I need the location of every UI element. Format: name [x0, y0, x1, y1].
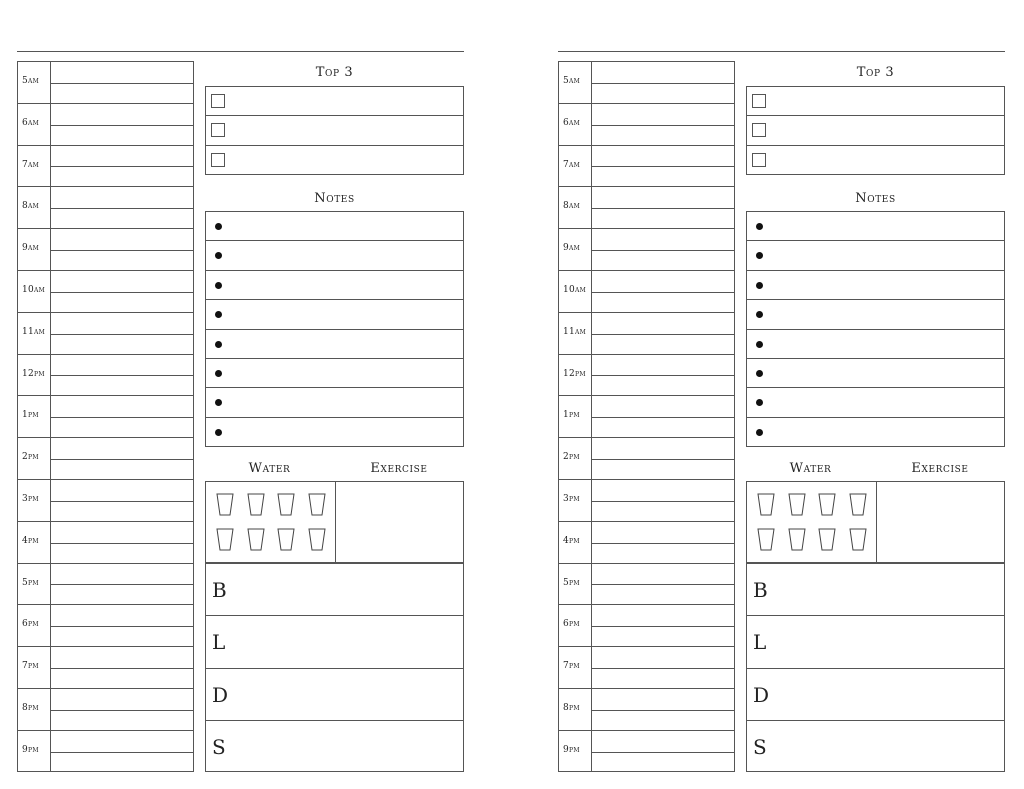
bullet-icon: [215, 429, 222, 436]
hour-label: 7pm: [22, 661, 39, 672]
hour-slot[interactable]: [18, 271, 193, 313]
hour-label: 3pm: [563, 494, 580, 504]
meal-row[interactable]: [206, 668, 463, 720]
top3-list: [746, 86, 1005, 175]
exercise-field[interactable]: [877, 482, 1004, 562]
water-cup-icon[interactable]: [308, 528, 326, 551]
note-item[interactable]: [206, 271, 463, 300]
water-exercise-box: [205, 481, 464, 563]
note-item[interactable]: [747, 330, 1004, 359]
meal-label: S: [753, 734, 767, 759]
water-cup-icon[interactable]: [216, 493, 234, 516]
top3-heading: Top 3: [315, 65, 354, 80]
hour-slot[interactable]: [559, 480, 734, 522]
note-item[interactable]: [206, 359, 463, 388]
hour-label: 8am: [22, 201, 40, 212]
meal-row[interactable]: [206, 615, 463, 667]
bullet-icon: [215, 370, 222, 377]
bullet-icon: [215, 252, 222, 259]
bullet-icon: [215, 311, 222, 318]
meals-box: [205, 563, 464, 772]
checkbox-icon[interactable]: [752, 94, 766, 108]
hour-label: 5pm: [22, 577, 39, 588]
hour-label: 7pm: [563, 661, 580, 672]
water-cup-icon[interactable]: [308, 493, 326, 516]
top3-list: [205, 86, 464, 175]
exercise-heading: Exercise: [911, 461, 969, 476]
hour-slot[interactable]: [559, 355, 734, 397]
checkbox-icon[interactable]: [211, 123, 225, 137]
bullet-icon: [756, 311, 763, 318]
top3-item[interactable]: [206, 116, 463, 145]
notes-list: [205, 211, 464, 447]
hour-slot[interactable]: [18, 689, 193, 731]
top3-item[interactable]: [206, 146, 463, 175]
date-line: [17, 51, 464, 52]
planner-page-2: [558, 0, 1018, 789]
hour-slot[interactable]: [18, 605, 193, 647]
water-cup-icon[interactable]: [788, 493, 806, 516]
hour-label: 9pm: [22, 744, 39, 755]
bullet-icon: [215, 223, 222, 230]
bullet-icon: [756, 282, 763, 289]
hour-slot[interactable]: [559, 104, 734, 146]
note-item[interactable]: [206, 330, 463, 359]
hour-slot[interactable]: [18, 647, 193, 689]
note-item[interactable]: [206, 241, 463, 270]
hour-label: 5am: [22, 76, 40, 86]
hour-slot[interactable]: [18, 564, 193, 606]
meal-label: S: [212, 734, 226, 759]
hour-slot[interactable]: [18, 522, 193, 564]
hour-label: 11am: [22, 326, 46, 337]
notes-heading: Notes: [314, 191, 355, 206]
hour-label: 6am: [563, 117, 581, 128]
hour-slot[interactable]: [18, 187, 193, 229]
hour-label: 12pm: [563, 368, 586, 379]
hour-label: 9am: [563, 243, 581, 254]
note-item[interactable]: [747, 388, 1004, 417]
hour-slot[interactable]: [559, 187, 734, 229]
hour-label: 2pm: [22, 452, 39, 463]
hour-slot[interactable]: [559, 438, 734, 480]
note-item[interactable]: [206, 300, 463, 329]
hour-label: 3pm: [22, 494, 39, 504]
hour-slot[interactable]: [559, 522, 734, 564]
notes-list: [746, 211, 1005, 447]
note-item[interactable]: [747, 212, 1004, 241]
water-cup-icon[interactable]: [247, 493, 265, 516]
hour-slot[interactable]: [18, 146, 193, 188]
hour-label: 7am: [563, 159, 581, 170]
hour-label: 6am: [22, 117, 40, 128]
hour-slot[interactable]: [559, 313, 734, 355]
bullet-icon: [756, 223, 763, 230]
hour-slot[interactable]: [559, 647, 734, 689]
hour-label: 9pm: [563, 744, 580, 755]
water-cup-icon[interactable]: [788, 528, 806, 551]
bullet-icon: [756, 252, 763, 259]
meal-row[interactable]: [747, 563, 1004, 615]
meals-box: [746, 563, 1005, 772]
date-line: [558, 51, 1005, 52]
hour-label: 8am: [563, 201, 581, 212]
note-item[interactable]: [747, 271, 1004, 300]
hour-label: 9am: [22, 243, 40, 254]
checkbox-icon[interactable]: [211, 94, 225, 108]
checkbox-icon[interactable]: [752, 153, 766, 167]
hour-label: 7am: [22, 159, 40, 170]
hour-label: 11am: [563, 326, 587, 337]
water-cup-icon[interactable]: [247, 528, 265, 551]
hour-slot[interactable]: [18, 396, 193, 438]
meal-row[interactable]: [747, 720, 1004, 772]
top3-item[interactable]: [747, 146, 1004, 175]
hour-label: 2pm: [563, 452, 580, 463]
hour-label: 1pm: [563, 410, 580, 421]
exercise-field[interactable]: [336, 482, 463, 562]
note-item[interactable]: [747, 359, 1004, 388]
hour-label: 4pm: [22, 535, 39, 546]
hour-slot[interactable]: [18, 62, 193, 104]
water-exercise-box: [746, 481, 1005, 563]
hour-label: 6pm: [22, 619, 39, 630]
hour-label: 4pm: [563, 535, 580, 546]
hour-label: 10am: [22, 285, 46, 295]
meal-row[interactable]: [747, 615, 1004, 667]
checkbox-icon[interactable]: [211, 153, 225, 167]
hour-slot[interactable]: [18, 731, 193, 773]
meal-label: B: [212, 578, 227, 602]
water-heading: Water: [248, 461, 291, 476]
note-item[interactable]: [747, 418, 1004, 447]
note-item[interactable]: [747, 300, 1004, 329]
water-cup-icon[interactable]: [818, 493, 836, 516]
note-item[interactable]: [206, 418, 463, 447]
bullet-icon: [215, 282, 222, 289]
hour-label: 8pm: [22, 703, 39, 713]
hour-slot[interactable]: [559, 731, 734, 773]
top3-item[interactable]: [747, 116, 1004, 145]
notes-heading: Notes: [855, 191, 896, 206]
water-cup-icon[interactable]: [277, 528, 295, 551]
hour-label: 5am: [563, 76, 581, 86]
hour-slot[interactable]: [18, 104, 193, 146]
hour-slot[interactable]: [559, 229, 734, 271]
hour-slot[interactable]: [18, 480, 193, 522]
hour-slot[interactable]: [559, 564, 734, 606]
water-cup-icon[interactable]: [849, 493, 867, 516]
hour-label: 5pm: [563, 577, 580, 588]
water-heading: Water: [789, 461, 832, 476]
hour-slot[interactable]: [18, 313, 193, 355]
water-cup-icon[interactable]: [757, 528, 775, 551]
exercise-heading: Exercise: [370, 461, 428, 476]
hour-label: 1pm: [22, 410, 39, 421]
top3-item[interactable]: [206, 87, 463, 116]
bullet-icon: [215, 399, 222, 406]
meal-row[interactable]: [747, 668, 1004, 720]
meal-label: D: [753, 682, 770, 707]
hour-label: 8pm: [563, 703, 580, 713]
meal-label: L: [212, 630, 226, 655]
meal-label: D: [212, 682, 229, 707]
hour-slot[interactable]: [559, 62, 734, 104]
meal-row[interactable]: [206, 563, 463, 615]
water-cup-icon[interactable]: [757, 493, 775, 516]
top3-heading: Top 3: [856, 65, 895, 80]
meal-label: B: [753, 578, 768, 602]
hour-label: 10am: [563, 285, 587, 295]
hour-label: 12pm: [22, 368, 45, 379]
meal-label: L: [753, 630, 767, 655]
hour-slot[interactable]: [559, 146, 734, 188]
water-cup-icon[interactable]: [277, 493, 295, 516]
meal-row[interactable]: [206, 720, 463, 772]
hour-slot[interactable]: [559, 689, 734, 731]
bullet-icon: [756, 429, 763, 436]
note-item[interactable]: [206, 212, 463, 241]
hourly-schedule: [17, 61, 194, 772]
hour-slot[interactable]: [18, 355, 193, 397]
top3-item[interactable]: [747, 87, 1004, 116]
note-item[interactable]: [206, 388, 463, 417]
note-item[interactable]: [747, 241, 1004, 270]
water-cup-icon[interactable]: [216, 528, 234, 551]
bullet-icon: [215, 341, 222, 348]
bullet-icon: [756, 370, 763, 377]
water-cup-icon[interactable]: [849, 528, 867, 551]
hour-slot[interactable]: [559, 271, 734, 313]
bullet-icon: [756, 399, 763, 406]
hour-slot[interactable]: [559, 396, 734, 438]
hour-slot[interactable]: [18, 229, 193, 271]
hourly-schedule: [558, 61, 735, 772]
checkbox-icon[interactable]: [752, 123, 766, 137]
planner-page-1: [17, 0, 477, 789]
hour-label: 6pm: [563, 619, 580, 630]
water-cup-icon[interactable]: [818, 528, 836, 551]
hour-slot[interactable]: [18, 438, 193, 480]
bullet-icon: [756, 341, 763, 348]
hour-slot[interactable]: [559, 605, 734, 647]
